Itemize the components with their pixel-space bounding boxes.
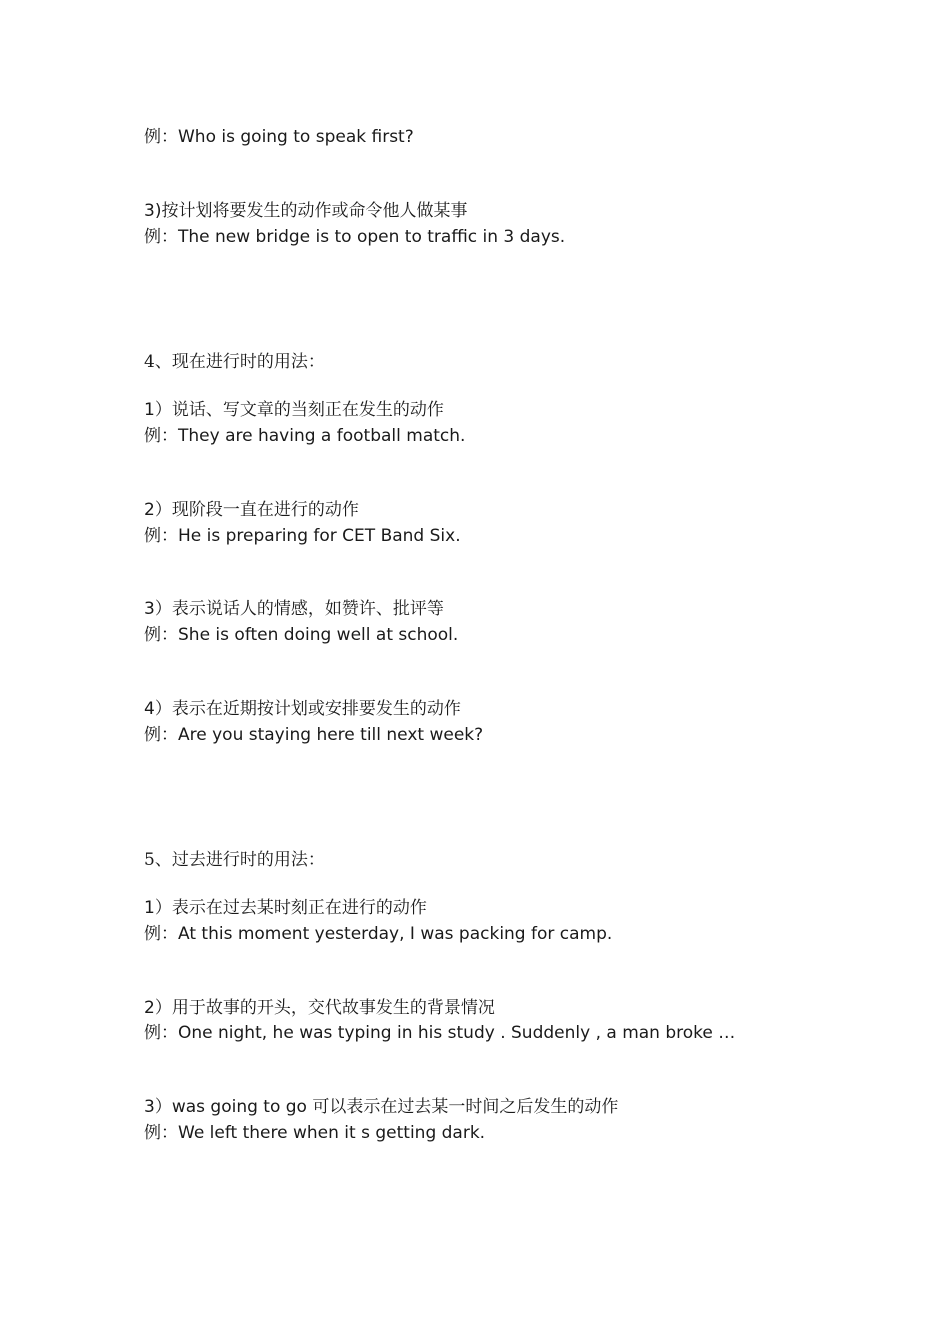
usage-item: 2）用于故事的开头，交代故事发生的背景情况 bbox=[144, 998, 495, 1018]
example-line: 例：Who is going to speak first? bbox=[144, 127, 414, 147]
example-line: 例：He is preparing for CET Band Six. bbox=[144, 526, 461, 546]
example-line: 例：At this moment yesterday, I was packing for camp. bbox=[144, 924, 613, 944]
usage-item: 1）表示在过去某时刻正在进行的动作 bbox=[144, 898, 427, 918]
example-line: 例：They are having a football match. bbox=[144, 426, 466, 446]
section-heading: 4、现在进行时的用法： bbox=[144, 352, 325, 372]
section-heading: 5、过去进行时的用法： bbox=[144, 850, 325, 870]
example-line: 例：One night, he was typing in his study . Suddenly , a man broke … bbox=[144, 1023, 736, 1043]
usage-item: 2）现阶段一直在进行的动作 bbox=[144, 500, 359, 520]
example-line: 例：She is often doing well at school. bbox=[144, 625, 459, 645]
usage-item: 3）was going to go 可以表示在过去某一时间之后发生的动作 bbox=[144, 1097, 619, 1117]
usage-item: 4）表示在近期按计划或安排要发生的动作 bbox=[144, 699, 461, 719]
example-line: 例：We left there when it s getting dark. bbox=[144, 1123, 486, 1143]
example-line: 例：Are you staying here till next week? bbox=[144, 725, 484, 745]
usage-item: 3)按计划将要发生的动作或命令他人做某事 bbox=[144, 201, 468, 221]
usage-item: 3）表示说话人的情感，如赞许、批评等 bbox=[144, 599, 444, 619]
example-line: 例：The new bridge is to open to traffic in 3 days. bbox=[144, 227, 566, 247]
usage-item: 1）说话、写文章的当刻正在发生的动作 bbox=[144, 400, 444, 420]
